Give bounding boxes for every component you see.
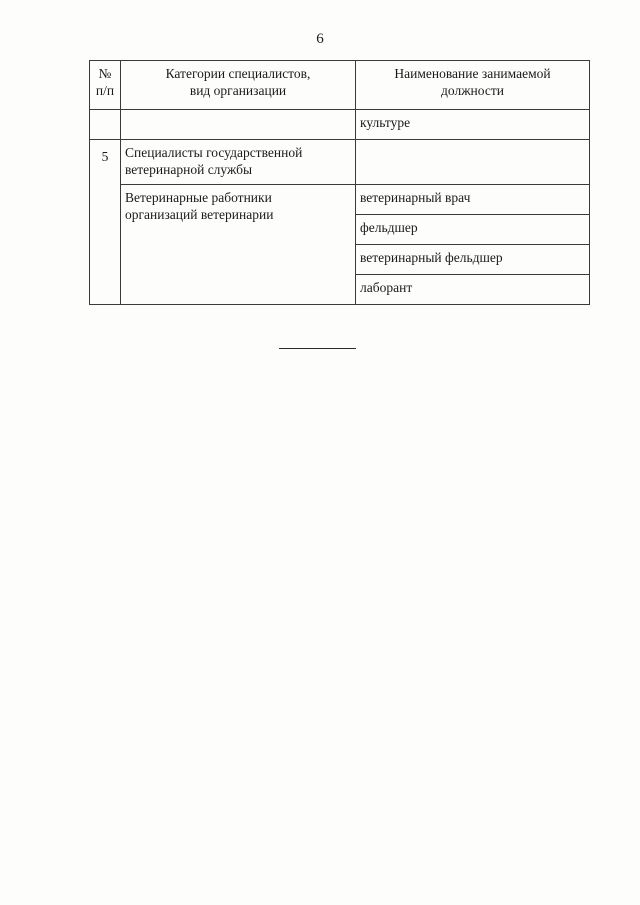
header-category-line1: Категории специалистов, — [165, 66, 311, 81]
positions-table — [89, 60, 590, 305]
header-position-line2: должности — [441, 83, 504, 98]
table-cell-position: ветеринарный врач — [356, 185, 590, 215]
table-cell-position — [356, 140, 590, 185]
table-cell-category — [121, 140, 356, 185]
header-position-line1: Наименование занимаемой — [394, 66, 551, 81]
header-number-line2: п/п — [95, 83, 115, 98]
header-number — [90, 61, 121, 110]
header-position — [356, 61, 590, 110]
table-cell-number — [90, 110, 121, 140]
header-category — [121, 61, 356, 110]
table-cell-position: лаборант — [356, 275, 590, 305]
table-row — [90, 140, 590, 185]
table-header-row — [90, 61, 590, 110]
table-cell-position: ветеринарный фельдшер — [356, 245, 590, 275]
table-cell-category — [121, 185, 356, 305]
category-line: Ветеринарные работники — [125, 190, 272, 205]
table-row — [90, 185, 590, 215]
category-line: ветеринарной службы — [125, 162, 253, 177]
table-cell-category — [121, 110, 356, 140]
page-number: 6 — [316, 31, 324, 47]
table-row — [90, 110, 590, 140]
category-line: организаций ветеринарии — [125, 207, 274, 222]
table-cell-position: культуре — [356, 110, 590, 140]
header-number-line1: № — [98, 66, 112, 81]
category-line: Специалисты государственной — [125, 145, 303, 160]
table-cell-position: фельдшер — [356, 215, 590, 245]
end-separator-line — [279, 348, 356, 349]
header-category-line2: вид организации — [189, 83, 287, 98]
table-cell-number: 5 — [90, 140, 121, 305]
